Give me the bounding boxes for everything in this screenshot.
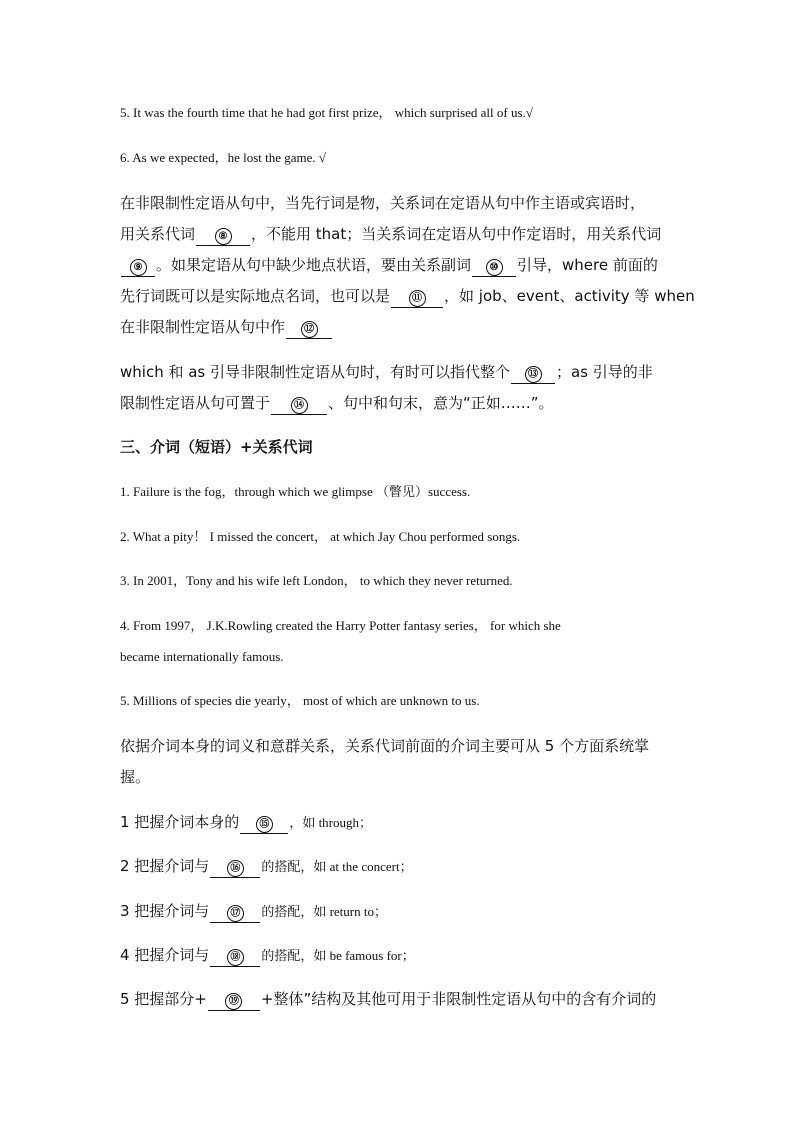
blank-number-16: ⑯ <box>227 860 244 877</box>
fill-blank-19[interactable] <box>208 992 260 1011</box>
point-text: 的搭配，如 at the concert； <box>261 859 413 874</box>
rule-paragraph-1-line-1: 在非限制性定语从句中，当先行词是物，关系词在定语从句中作主语或宾语时， <box>120 194 646 212</box>
blank-number-9: ⑨ <box>130 259 147 276</box>
example-sentence-5b: 5. Millions of species die yearly， most of which are unknown to us. <box>120 693 480 708</box>
fill-blank-14[interactable] <box>271 396 327 415</box>
rule-paragraph-1-line-3 <box>120 256 680 277</box>
rule-text: 先行词既可以是实际地点名词，也可以是 <box>120 287 391 305</box>
fill-blank-8[interactable] <box>196 227 250 246</box>
point-2 <box>120 857 680 878</box>
rule-text: 在非限制性定语从句中作 <box>120 318 286 336</box>
rule-text: 、句中和句末，意为“正如……”。 <box>328 394 554 412</box>
rule-text: 用关系代词 <box>120 225 196 243</box>
point-text: 2 把握介词与 <box>120 857 210 875</box>
example-sentence-4: 4. From 1997， J.K.Rowling created the Harry Potter fantasy series， for which she <box>120 618 561 633</box>
rule-text: ；as 引导的非 <box>556 363 653 381</box>
rule-text: 限制性定语从句可置于 <box>120 394 271 412</box>
blank-number-14: ⑭ <box>291 397 308 414</box>
blank-number-11: ⑪ <box>409 290 426 307</box>
blank-number-18: ⑱ <box>227 949 244 966</box>
rule-text: ，不能用 that；当关系词在定语从句中作定语时，用关系代词 <box>251 225 662 243</box>
example-sentence-4-continued: became internationally famous. <box>120 649 284 664</box>
fill-blank-9[interactable] <box>121 258 155 277</box>
fill-blank-18[interactable] <box>210 948 260 967</box>
fill-blank-12[interactable] <box>286 320 332 339</box>
rule-paragraph-2-line-2 <box>120 394 680 415</box>
rule-paragraph-1-line-4 <box>120 287 695 308</box>
example-sentence-1: 1. Failure is the fog，through which we glimpse （瞥见）success. <box>120 484 471 499</box>
example-sentence-3: 3. In 2001，Tony and his wife left London， to which they never returned. <box>120 573 513 588</box>
blank-number-13: ⑬ <box>525 366 542 383</box>
point-3 <box>120 902 680 923</box>
fill-blank-16[interactable] <box>210 859 260 878</box>
blank-number-8: ⑧ <box>215 228 232 245</box>
rule-text: 引导，where 前面的 <box>517 256 658 274</box>
example-sentence-6: 6. As we expected，he lost the game. √ <box>120 150 327 165</box>
blank-number-15: ⑮ <box>256 816 273 833</box>
rule-paragraph-1-line-2 <box>120 225 680 246</box>
rule-paragraph-3-line-1: 依据介词本身的词义和意群关系，关系代词前面的介词主要可从 5 个方面系统掌 <box>120 737 650 755</box>
point-text: +整体”结构及其他可用于非限制性定语从句中的含有介词的 <box>260 990 657 1008</box>
rule-text: 。如果定语从句中缺少地点状语，要由关系副词 <box>156 256 472 274</box>
blank-number-17: ⑰ <box>227 905 244 922</box>
point-text: 4 把握介词与 <box>120 946 210 964</box>
blank-number-12: ⑫ <box>301 321 318 338</box>
rule-paragraph-3-line-2: 握。 <box>120 768 151 786</box>
example-sentence-5: 5. It was the fourth time that he had got first prize， which surprised all of us.√ <box>120 105 533 120</box>
point-text: 5 把握部分+ <box>120 990 207 1008</box>
point-1 <box>120 813 680 834</box>
blank-number-10: ⑩ <box>486 259 503 276</box>
point-4 <box>120 946 680 967</box>
example-sentence-2: 2. What a pity！ I missed the concert， at which Jay Chou performed songs. <box>120 529 521 544</box>
rule-paragraph-1-line-5 <box>120 318 680 339</box>
point-text: 1 把握介词本身的 <box>120 813 240 831</box>
point-text: 的搭配，如 be famous for； <box>261 948 415 963</box>
fill-blank-10[interactable] <box>472 258 516 277</box>
fill-blank-15[interactable] <box>240 815 288 834</box>
rule-paragraph-2-line-1 <box>120 363 680 384</box>
point-text: 的搭配，如 return to； <box>261 904 387 919</box>
point-text: ，如 through； <box>289 815 373 830</box>
point-text: 3 把握介词与 <box>120 902 210 920</box>
fill-blank-11[interactable] <box>391 289 443 308</box>
fill-blank-13[interactable] <box>511 365 555 384</box>
blank-number-19: ⑲ <box>225 993 242 1010</box>
rule-text: which 和 as 引导非限制性定语从句时，有时可以指代整个 <box>120 363 511 381</box>
section-3-title: 三、介词（短语）+关系代词 <box>120 438 313 456</box>
point-5 <box>120 990 680 1011</box>
rule-text: ，如 job、event、activity 等 when <box>444 287 695 305</box>
fill-blank-17[interactable] <box>210 904 260 923</box>
